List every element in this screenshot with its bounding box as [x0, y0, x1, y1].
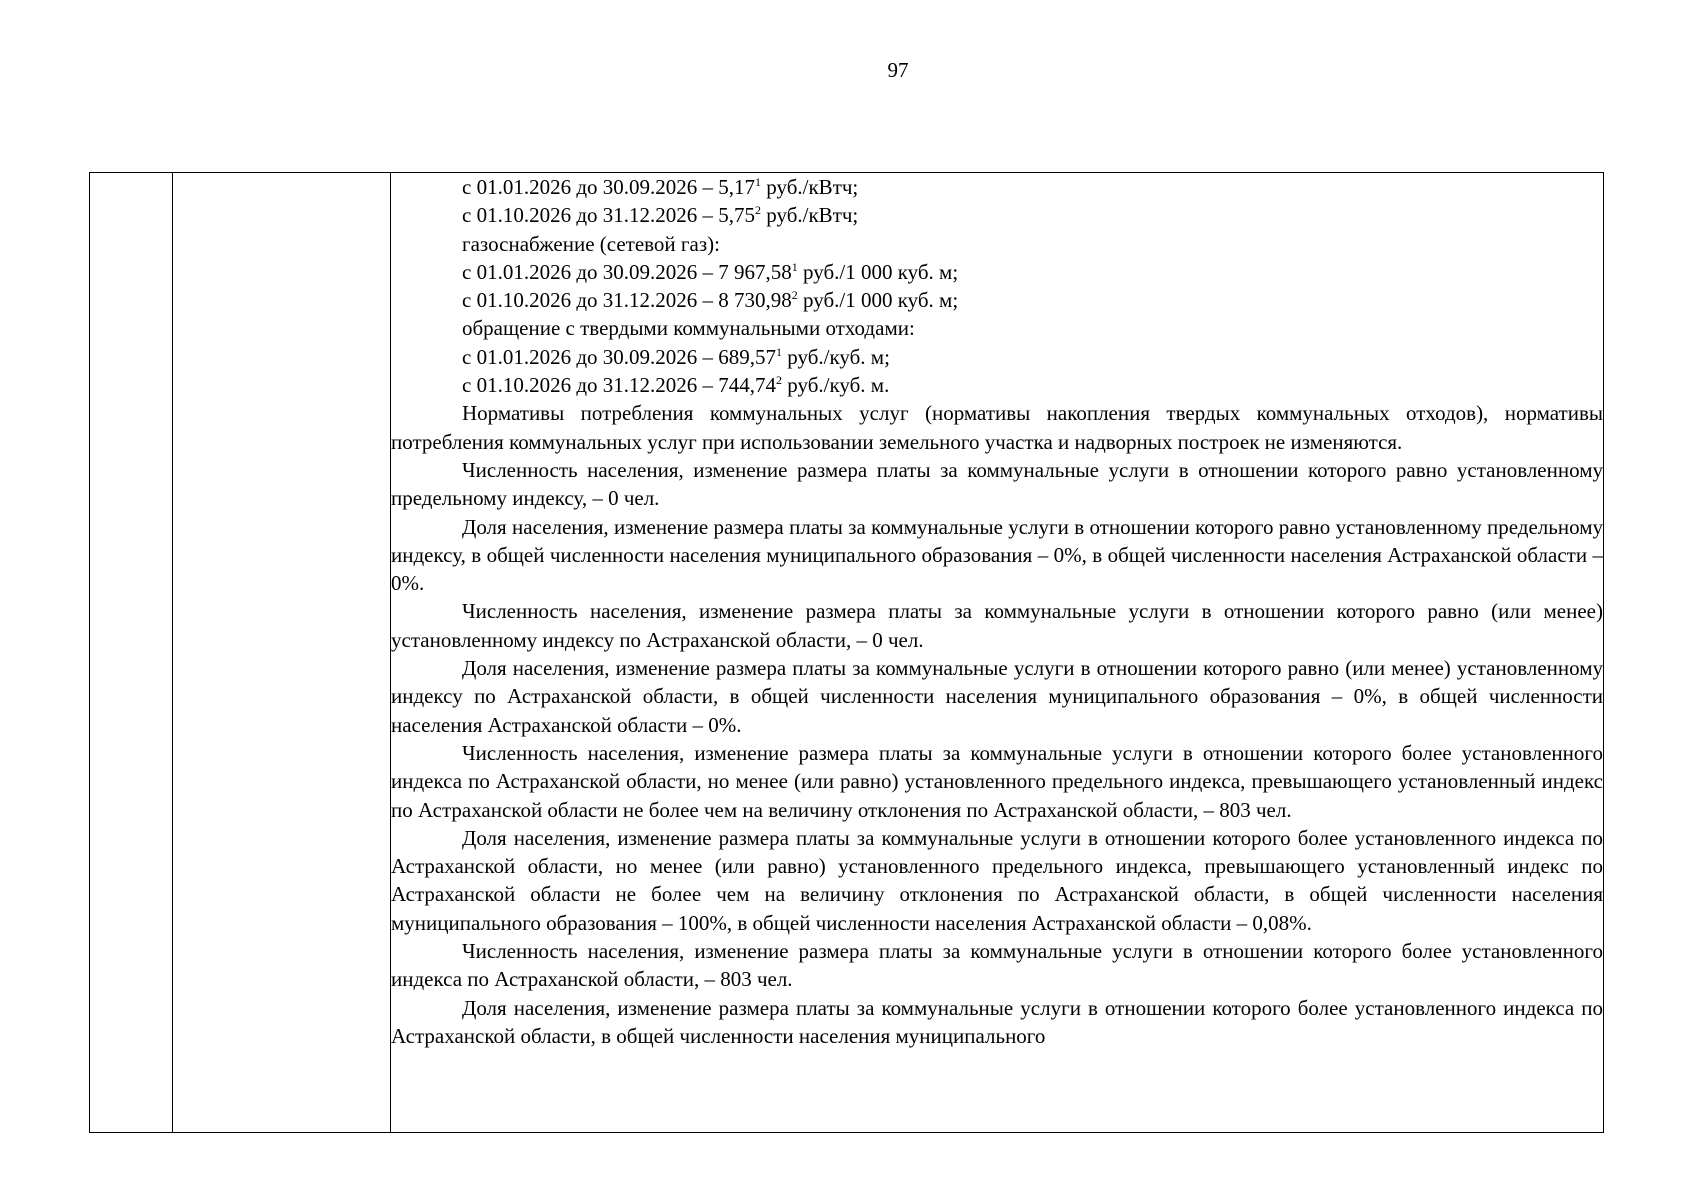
section-heading: обращение с твердыми коммунальными отходами:: [462, 316, 915, 341]
paragraph-population-above-index: Численность населения, изменение размера платы за коммунальные услуги в отношении которого более установленного индекса по Астраханской области, – 803 чел.: [391, 939, 1603, 992]
paragraph-share-above-index: Доля населения, изменение размера платы за коммунальные услуги в отношении которого более установленного индекса по Астраханской области, в общей численности населения муниципального: [391, 995, 1603, 1048]
page-number: 97: [887, 58, 909, 82]
rate-line: с 01.10.2026 до 31.12.2026 – 5,75$^2$ руб./кВтч;: [462, 203, 859, 228]
paragraph-population-regional-index: Численность населения, изменение размера платы за коммунальные услуги в отношении которого равно (или менее) установленному индексу по Астраханской области, – 0 чел.: [391, 599, 1603, 652]
content-text: [391, 173, 1603, 1050]
paragraph-share-max-index: Доля населения, изменение размера платы за коммунальные услуги в отношении которого равно установленному предельному индексу, в общей численности населения муниципального образования – 0%, в общей численности населения Астраханской области – 0%.: [391, 514, 1603, 596]
paragraph-consumption-norms: Нормативы потребления коммунальных услуг (нормативы накопления твердых коммунальных отходов), нормативы потребления коммунальных услуг при использовании земельного участка и надворных построек не изменяются.: [391, 401, 1603, 454]
empty-cell-number: [90, 173, 173, 1133]
paragraph-share-regional-index: Доля населения, изменение размера платы за коммунальные услуги в отношении которого равно (или менее) установленному индексу по Астраханской области, в общей численности населения муниципального образования – 0%, в общей численности населения Астраханской области – 0%.: [391, 656, 1603, 737]
rate-line: с 01.01.2026 до 30.09.2026 – 7 967,58$^1$ руб./1 000 куб. м;: [462, 259, 959, 284]
table-row: [90, 173, 1604, 1133]
section-heading: газоснабжение (сетевой газ):: [462, 231, 720, 256]
rate-line: с 01.01.2026 до 30.09.2026 – 5,17$^1$ руб./кВтч;: [462, 175, 859, 199]
document-table: [89, 172, 1604, 1133]
rate-line: с 01.01.2026 до 30.09.2026 – 689,57$^1$ руб./куб. м;: [462, 344, 890, 369]
rate-line: с 01.10.2026 до 31.12.2026 – 744,74$^2$ руб./куб. м.: [462, 373, 890, 398]
empty-cell-name: [173, 173, 391, 1133]
paragraph-population-deviation: Численность населения, изменение размера платы за коммунальные услуги в отношении которого более установленного индекса по Астраханской области, но менее (или равно) установленного предельного индекса, превышающего установленный индекс по Астраханской области не более чем на величину отклонения по Астраханской области, – 803 чел.: [391, 740, 1603, 822]
content-cell: [391, 173, 1604, 1133]
paragraph-population-max-index: Численность населения, изменение размера платы за коммунальные услуги в отношении которого равно установленному предельному индексу, – 0 чел.: [391, 457, 1603, 511]
paragraph-share-deviation: Доля населения, изменение размера платы за коммунальные услуги в отношении которого более установленного индекса по Астраханской области, но менее (или равно) установленного предельного индекса, превышающего установленный индекс по Астраханской области не более чем на величину отклонения по Астраханской области, в общей численности населения муниципального образования – 100%, в общей численности населения Астраханской области – 0,08%.: [391, 825, 1603, 935]
rate-line: с 01.10.2026 до 31.12.2026 – 8 730,98$^2$ руб./1 000 куб. м;: [462, 288, 959, 313]
